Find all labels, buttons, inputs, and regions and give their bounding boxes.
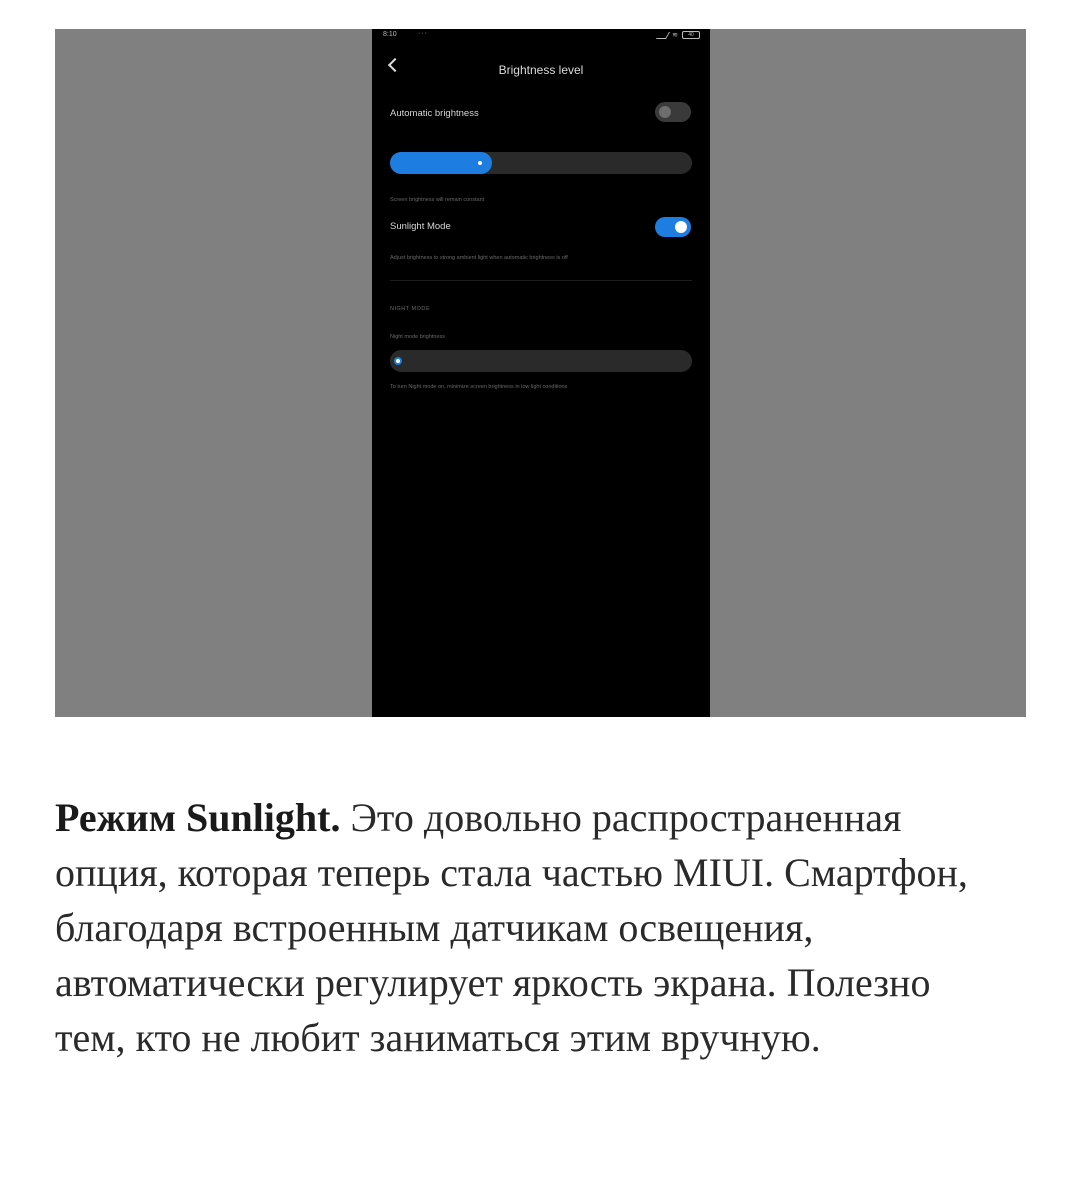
toggle-knob <box>675 221 687 233</box>
section-divider <box>390 280 692 281</box>
phone-screen <box>372 29 710 717</box>
auto-brightness-toggle[interactable] <box>655 102 691 122</box>
caption-bold-lead: Режим Sunlight. <box>55 795 341 840</box>
screenshot-figure <box>55 29 1026 717</box>
sunlight-mode-toggle[interactable] <box>655 217 691 237</box>
battery-icon: 40 <box>682 31 700 39</box>
sunlight-mode-description: Adjust brightness to strong ambient light when automatic brightness is off <box>390 255 568 261</box>
sunlight-mode-label: Sunlight Mode <box>390 221 451 232</box>
night-mode-brightness-label: Night mode brightness <box>390 334 446 340</box>
article-caption <box>55 790 995 1065</box>
status-icons <box>658 31 700 39</box>
status-time: 8:10 <box>383 31 397 38</box>
night-mode-note: To turn Night mode on, minimize screen brightness in low light conditions <box>390 384 568 390</box>
wifi-icon: ≋ <box>672 31 678 39</box>
caption-text: Это довольно распространенная опция, которая теперь стала частью MIUI. Смартфон, благодаря встроенным датчикам освещения, автоматически регулирует яркость экрана. Полезно тем, кто не любит заниматься этим вручную. <box>55 795 968 1060</box>
brightness-slider[interactable] <box>390 152 692 174</box>
night-mode-slider-thumb[interactable] <box>394 357 402 365</box>
night-mode-slider[interactable] <box>390 350 692 372</box>
page-title: Brightness level <box>498 63 584 77</box>
signal-icon <box>656 32 670 39</box>
brightness-slider-thumb[interactable] <box>476 159 484 167</box>
constant-brightness-note: Screen brightness will remain constant <box>390 197 485 203</box>
auto-brightness-label: Automatic brightness <box>390 108 479 119</box>
status-bar <box>372 29 710 43</box>
notification-dots: ··· <box>418 30 428 37</box>
toggle-knob <box>659 106 671 118</box>
night-mode-header: NIGHT MODE <box>390 306 431 312</box>
